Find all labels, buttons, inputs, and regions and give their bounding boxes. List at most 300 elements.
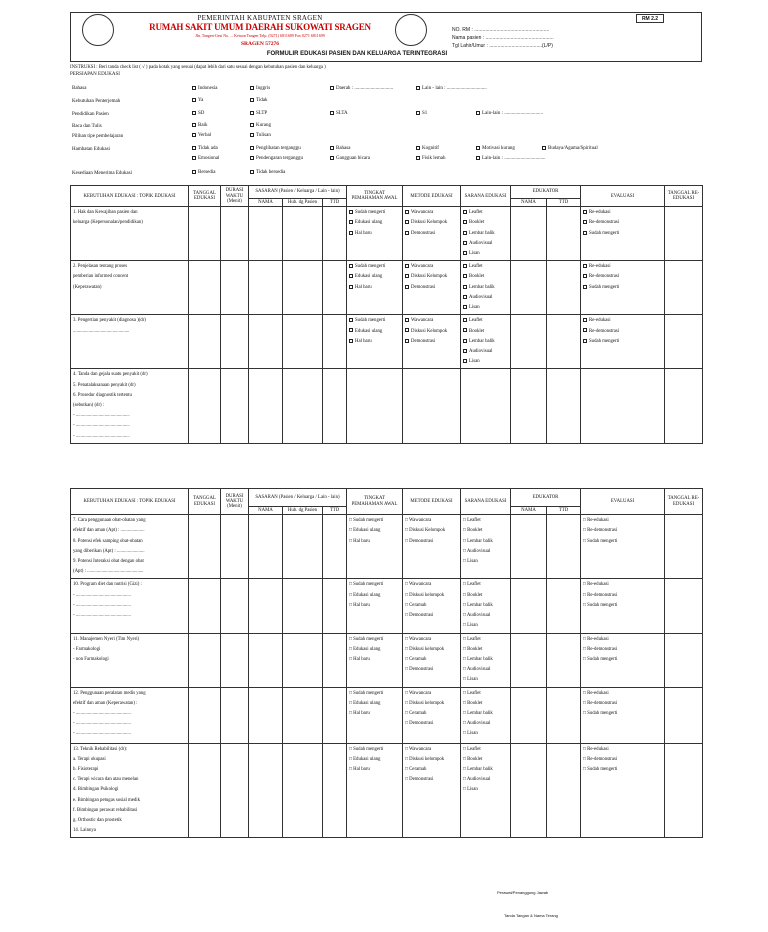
checkbox-icon (463, 359, 467, 363)
col-metode: METODE EDUKASI (403, 186, 461, 207)
sarana-option[interactable]: □ Lembar balik (463, 766, 493, 772)
evaluasi-option[interactable]: □ Re-demonstrasi (583, 756, 618, 762)
re-edukasi-cell[interactable] (665, 369, 703, 443)
topic-line: - .............................................. (73, 613, 131, 619)
tanggal-cell[interactable] (189, 579, 221, 633)
opt-verbal[interactable]: Verbal (192, 133, 211, 139)
evaluasi-option[interactable]: □ Re-demonstrasi (583, 646, 618, 652)
opt-ya[interactable]: Ya (192, 98, 203, 104)
tingkat-option[interactable]: □ Sudah mengerti (349, 746, 384, 752)
sasaran-hub-cell[interactable] (283, 687, 323, 743)
sasaran-hub-cell[interactable] (283, 579, 323, 633)
sarana-option[interactable]: □ Lisan (463, 623, 478, 629)
sarana-option[interactable]: □ Booklet (463, 646, 483, 652)
sarana-option[interactable]: □ Booklet (463, 756, 483, 762)
col-edukator-nama: NAMA (511, 507, 547, 515)
sarana-cell (461, 207, 511, 261)
evaluasi-option[interactable]: □ Re-edukasi (583, 518, 609, 524)
topic-line: yang diberikan (Apt) : ....................... (73, 548, 145, 554)
metode-option[interactable]: □ Demonstrasi (405, 721, 434, 727)
sarana-option[interactable]: □ Lembar balik (463, 602, 493, 608)
sarana-option[interactable]: □ Audiovisual (463, 777, 491, 783)
evaluasi-option[interactable]: Re-demonstrasi (583, 218, 662, 228)
metode-option[interactable]: □ Ceramah (405, 602, 427, 608)
checkbox-icon: □ (405, 592, 410, 598)
checkbox-icon: □ (463, 690, 468, 696)
rm-number-field[interactable]: NO. RM : ...................................................... (452, 27, 550, 33)
tanggal-cell[interactable] (189, 261, 221, 315)
metode-cell[interactable] (403, 369, 461, 443)
tingkat-option[interactable]: Sudah mengerti (349, 208, 400, 218)
opt-gangguan-bicara[interactable]: Gangguan bicara (330, 156, 370, 162)
checkbox-icon: □ (405, 777, 410, 783)
checkbox-icon (463, 318, 467, 322)
evaluasi-option[interactable]: □ Sudah mengerti (583, 656, 618, 662)
checkbox-icon: □ (463, 538, 468, 544)
evaluasi-option[interactable]: Sudah mengerti (583, 229, 662, 239)
topic-line: e. Bimbingan petugas sosial medik (73, 797, 141, 803)
durasi-cell[interactable] (221, 315, 249, 369)
checkbox-icon: □ (405, 613, 410, 619)
opt-sd[interactable]: SD (192, 111, 204, 117)
checkbox-icon (463, 220, 467, 224)
metode-cell (403, 207, 461, 261)
opt-motivasi[interactable]: Motivasi kurang (476, 146, 515, 152)
metode-option[interactable]: □ Demonstrasi (405, 613, 434, 619)
edukator-ttd-cell[interactable] (547, 261, 581, 315)
re-edukasi-cell[interactable] (665, 687, 703, 743)
re-edukasi-cell[interactable] (665, 261, 703, 315)
metode-cell (403, 687, 461, 743)
checkbox-icon: □ (583, 690, 588, 696)
edukator-nama-cell[interactable] (511, 261, 547, 315)
sarana-option[interactable]: Lisan (463, 303, 508, 313)
durasi-cell[interactable] (221, 633, 249, 687)
metode-option[interactable]: Demonstrasi (405, 283, 458, 293)
evaluasi-option[interactable]: Sudah mengerti (583, 283, 662, 293)
table-row (71, 579, 703, 633)
topic-line: (sebutkan) (dr) : (73, 402, 105, 408)
sarana-option[interactable]: □ Audiovisual (463, 721, 491, 727)
metode-option[interactable]: □ Diskusi kelompok (405, 700, 445, 706)
tingkat-option[interactable]: □ Sudah mengerti (349, 690, 384, 696)
metode-option[interactable]: □ Demonstrasi (405, 667, 434, 673)
metode-option[interactable]: □ Demonstrasi (405, 538, 434, 544)
tanggal-cell[interactable] (189, 207, 221, 261)
col-tanggal: TANGGAL EDUKASI (189, 186, 221, 207)
sarana-option[interactable]: □ Lisan (463, 787, 478, 793)
checkbox-icon: □ (405, 667, 410, 673)
checkbox-icon (416, 86, 420, 90)
edukator-ttd-cell[interactable] (547, 687, 581, 743)
opt-bersedia[interactable]: Bersedia (192, 170, 216, 176)
table-row (71, 207, 703, 261)
sasaran-hub-cell[interactable] (283, 315, 323, 369)
sarana-option[interactable]: □ Booklet (463, 592, 483, 598)
topic-line: - .............................................. (73, 710, 131, 716)
evaluasi-option[interactable]: Re-demonstrasi (583, 327, 662, 337)
opt-fisik-lemah[interactable]: Fisik lemah (416, 156, 445, 162)
checkbox-icon: □ (405, 710, 410, 716)
sasaran-nama-cell[interactable] (249, 687, 283, 743)
opt-kurang[interactable]: Kurang (250, 123, 271, 129)
sarana-option[interactable]: □ Lembar balik (463, 710, 493, 716)
sarana-option[interactable]: □ Audiovisual (463, 667, 491, 673)
sarana-option[interactable]: Leaflet (463, 208, 508, 218)
metode-option[interactable]: Diskusi Kelompok (405, 327, 458, 337)
checkbox-icon (330, 86, 334, 90)
sarana-option[interactable]: □ Audiovisual (463, 548, 491, 554)
tingkat-option[interactable]: □ Hal baru (349, 538, 370, 544)
opt-emosional[interactable]: Emosional (192, 156, 219, 162)
checkbox-icon (463, 349, 467, 353)
evaluasi-option[interactable]: □ Re-edukasi (583, 690, 609, 696)
opt-s1[interactable]: S1 (416, 111, 427, 117)
officer-label: Perawat/Penanggung Jawab (497, 890, 549, 895)
sasaran-ttd-cell[interactable] (323, 579, 347, 633)
evaluasi-option[interactable]: Re-edukasi (583, 262, 662, 272)
edukator-ttd-cell[interactable] (547, 207, 581, 261)
sarana-option[interactable]: □ Lisan (463, 559, 478, 565)
evaluasi-option[interactable]: Sudah mengerti (583, 337, 662, 347)
sarana-option[interactable]: Booklet (463, 218, 508, 228)
tingkat-option[interactable]: Sudah mengerti (349, 316, 400, 326)
metode-option[interactable]: Wawancara (405, 316, 458, 326)
evaluasi-option[interactable]: □ Re-demonstrasi (583, 592, 618, 598)
checkbox-icon: □ (583, 656, 588, 662)
opt-daerah[interactable]: Daerah : ............................... (330, 86, 393, 92)
tingkat-option[interactable]: □ Hal baru (349, 656, 370, 662)
tingkat-option[interactable]: Hal baru (349, 229, 400, 239)
opt-inggris[interactable]: Inggris (250, 86, 270, 92)
checkbox-icon: □ (583, 582, 588, 588)
re-edukasi-cell[interactable] (665, 315, 703, 369)
evaluasi-option[interactable]: □ Re-demonstrasi (583, 700, 618, 706)
tingkat-option[interactable]: □ Hal baru (349, 602, 370, 608)
opt-tidak[interactable]: Tidak (250, 98, 268, 104)
sarana-option[interactable]: Audiovisual (463, 293, 508, 303)
sasaran-ttd-cell[interactable] (323, 633, 347, 687)
tingkat-option[interactable]: □ Hal baru (349, 766, 370, 772)
checkbox-icon (349, 231, 353, 235)
edukator-nama-cell[interactable] (511, 207, 547, 261)
metode-option[interactable]: Diskusi Kelompok (405, 218, 458, 228)
opt-sltp[interactable]: SLTP (250, 111, 267, 117)
evaluasi-option[interactable]: □ Sudah mengerti (583, 710, 618, 716)
metode-option[interactable]: □ Wawancara (405, 746, 432, 752)
tingkat-cell (347, 261, 403, 315)
sarana-option[interactable]: Booklet (463, 327, 508, 337)
checkbox-icon (405, 210, 409, 214)
sasaran-nama-cell[interactable] (249, 207, 283, 261)
opt-pendidikan-lain[interactable]: Lain-lain : ............................... (476, 111, 543, 117)
checkbox-icon: □ (405, 721, 410, 727)
re-edukasi-cell[interactable] (665, 579, 703, 633)
table-row (71, 315, 703, 369)
sasaran-ttd-cell[interactable] (323, 515, 347, 579)
metode-option[interactable]: Diskusi Kelompok (405, 272, 458, 282)
tingkat-option[interactable]: □ Edukasi ulang (349, 756, 381, 762)
checkbox-icon (405, 318, 409, 322)
edukator-nama-cell[interactable] (511, 633, 547, 687)
metode-option[interactable]: □ Wawancara (405, 518, 432, 524)
sarana-option[interactable]: Audiovisual (463, 239, 508, 249)
label-baca-tulis: Baca dan Tulis (72, 124, 102, 129)
edukator-nama-cell[interactable] (511, 369, 547, 443)
tanggal-cell[interactable] (189, 515, 221, 579)
tingkat-option[interactable]: □ Sudah mengerti (349, 582, 384, 588)
checkbox-icon (349, 318, 353, 322)
tanggal-cell[interactable] (189, 369, 221, 443)
metode-cell (403, 633, 461, 687)
checkbox-icon: □ (583, 746, 588, 752)
edukator-ttd-cell[interactable] (547, 743, 581, 838)
durasi-cell[interactable] (221, 261, 249, 315)
evaluasi-option[interactable]: Re-edukasi (583, 208, 662, 218)
sarana-option[interactable]: Leaflet (463, 262, 508, 272)
tingkat-option[interactable]: □ Edukasi ulang (349, 528, 381, 534)
re-edukasi-cell[interactable] (665, 743, 703, 838)
evaluasi-option[interactable]: Re-edukasi (583, 316, 662, 326)
sarana-option[interactable]: □ Audiovisual (463, 613, 491, 619)
tingkat-option[interactable]: □ Hal baru (349, 710, 370, 716)
sarana-option[interactable]: □ Booklet (463, 700, 483, 706)
tingkat-option[interactable]: Sudah mengerti (349, 262, 400, 272)
edukator-ttd-cell[interactable] (547, 315, 581, 369)
edukator-nama-cell[interactable] (511, 743, 547, 838)
metode-option[interactable]: Demonstrasi (405, 337, 458, 347)
evaluasi-option[interactable]: □ Sudah mengerti (583, 766, 618, 772)
opt-hambatan-bahasa[interactable]: Bahasa (330, 146, 350, 152)
checkbox-icon (405, 274, 409, 278)
tingkat-option[interactable]: □ Edukasi ulang (349, 592, 381, 598)
sarana-option[interactable]: Lisan (463, 249, 508, 259)
checkbox-icon (192, 133, 196, 137)
sasaran-ttd-cell[interactable] (323, 743, 347, 838)
durasi-cell[interactable] (221, 369, 249, 443)
sarana-option[interactable]: □ Booklet (463, 528, 483, 534)
tingkat-option[interactable]: □ Edukasi ulang (349, 646, 381, 652)
sasaran-nama-cell[interactable] (249, 369, 283, 443)
opt-penglihatan[interactable]: Penglihatan terganggu (250, 146, 301, 152)
metode-option[interactable]: □ Ceramah (405, 766, 427, 772)
evaluasi-option[interactable]: Re-demonstrasi (583, 272, 662, 282)
tingkat-option[interactable]: Hal baru (349, 283, 400, 293)
metode-option[interactable]: □ Wawancara (405, 690, 432, 696)
sarana-option[interactable]: Audiovisual (463, 347, 508, 357)
opt-tidak-bersedia[interactable]: Tidak bersedia (250, 170, 285, 176)
checkbox-icon: □ (463, 528, 468, 534)
durasi-cell[interactable] (221, 743, 249, 838)
metode-option[interactable]: Wawancara (405, 262, 458, 272)
sasaran-nama-cell[interactable] (249, 261, 283, 315)
checkbox-icon (330, 156, 334, 160)
topic-line: f. Bimbingan perawat rehabilitasi (73, 807, 138, 813)
checkbox-icon (463, 328, 467, 332)
checkbox-icon: □ (463, 518, 468, 524)
tingkat-option[interactable]: Hal baru (349, 337, 400, 347)
hospital-logo (395, 14, 427, 46)
evaluasi-cell (581, 207, 665, 261)
topic-line: 7. Cara penggunaan obat-obatan yang (73, 518, 146, 524)
sasaran-hub-cell[interactable] (283, 369, 323, 443)
metode-option[interactable]: □ Diskusi kelompok (405, 646, 445, 652)
opt-baik[interactable]: Baik (192, 123, 207, 129)
tanggal-cell[interactable] (189, 687, 221, 743)
sarana-option[interactable]: Booklet (463, 272, 508, 282)
checkbox-icon (405, 264, 409, 268)
checkbox-icon (583, 318, 587, 322)
edukator-ttd-cell[interactable] (547, 369, 581, 443)
topic-line: - ............................................. (73, 423, 130, 429)
sarana-option[interactable]: □ Lisan (463, 677, 478, 683)
checkbox-icon: □ (463, 636, 468, 642)
checkbox-icon (542, 146, 546, 150)
checkbox-icon (349, 274, 353, 278)
edukator-ttd-cell[interactable] (547, 633, 581, 687)
metode-option[interactable]: □ Diskusi kelompok (405, 592, 445, 598)
edukator-nama-cell[interactable] (511, 315, 547, 369)
education-table-page1 (70, 185, 703, 444)
edukator-ttd-cell[interactable] (547, 515, 581, 579)
evaluasi-option[interactable]: □ Sudah mengerti (583, 602, 618, 608)
sarana-option[interactable]: □ Leaflet (463, 690, 481, 696)
metode-option[interactable]: □ Demonstrasi (405, 777, 434, 783)
durasi-cell[interactable] (221, 207, 249, 261)
sasaran-nama-cell[interactable] (249, 515, 283, 579)
sarana-option[interactable]: □ Leaflet (463, 518, 481, 524)
sasaran-hub-cell[interactable] (283, 207, 323, 261)
sarana-option[interactable]: □ Leaflet (463, 636, 481, 642)
edukator-nama-cell[interactable] (511, 687, 547, 743)
col-kebutuhan: KEBUTUHAN EDUKASI : TOPIK EDUKASI (71, 186, 189, 207)
tingkat-option[interactable]: □ Sudah mengerti (349, 636, 384, 642)
durasi-cell[interactable] (221, 579, 249, 633)
checkbox-icon (463, 285, 467, 289)
sarana-option[interactable]: Lisan (463, 357, 508, 367)
table-row (71, 261, 703, 315)
col-sasaran-hub: Hub. dg Pasien (283, 199, 323, 207)
sarana-option[interactable]: Leaflet (463, 316, 508, 326)
tingkat-option[interactable]: □ Edukasi ulang (349, 700, 381, 706)
checkbox-icon (463, 295, 467, 299)
metode-option[interactable]: □ Diskusi kelompok (405, 756, 445, 762)
metode-option[interactable]: Wawancara (405, 208, 458, 218)
evaluasi-option[interactable]: □ Re-edukasi (583, 636, 609, 642)
topic-line: 3. Pengertian penyakit (diagnosa )(dr) (73, 318, 146, 324)
sarana-option[interactable]: Lembar balik (463, 283, 508, 293)
metode-option[interactable]: □ Wawancara (405, 582, 432, 588)
checkbox-icon (463, 339, 467, 343)
sarana-option[interactable]: □ Lembar balik (463, 538, 493, 544)
sasaran-ttd-cell[interactable] (323, 315, 347, 369)
sasaran-hub-cell[interactable] (283, 743, 323, 838)
topic-line: pemberian informed concent (73, 274, 129, 280)
checkbox-icon: □ (349, 710, 354, 716)
sarana-cell[interactable] (461, 369, 511, 443)
opt-pendengaran[interactable]: Pendengaran terganggu (250, 156, 303, 162)
metode-option[interactable]: □ Wawancara (405, 636, 432, 642)
sasaran-ttd-cell[interactable] (323, 687, 347, 743)
sasaran-ttd-cell[interactable] (323, 261, 347, 315)
col-sasaran: SASARAN (Pasien / Keluarga / Lain - lain) (249, 489, 347, 507)
opt-tulisan[interactable]: Tulisan (250, 133, 271, 139)
edukator-nama-cell[interactable] (511, 579, 547, 633)
sarana-option[interactable]: □ Lembar balik (463, 656, 493, 662)
metode-option[interactable]: □ Ceramah (405, 710, 427, 716)
opt-slta[interactable]: SLTA (330, 111, 348, 117)
evaluasi-option[interactable]: □ Re-edukasi (583, 746, 609, 752)
durasi-cell[interactable] (221, 687, 249, 743)
re-edukasi-cell[interactable] (665, 633, 703, 687)
tingkat-option[interactable]: □ Sudah mengerti (349, 518, 384, 524)
tanggal-cell[interactable] (189, 633, 221, 687)
opt-kognitif[interactable]: Kognitif (416, 146, 439, 152)
re-edukasi-cell[interactable] (665, 515, 703, 579)
col-sasaran-nama: NAMA (249, 199, 283, 207)
opt-bahasa-lain[interactable]: Lain - lain : ................................ (416, 86, 487, 92)
sasaran-nama-cell[interactable] (249, 315, 283, 369)
tanggal-cell[interactable] (189, 315, 221, 369)
checkbox-icon (476, 146, 480, 150)
checkbox-icon: □ (405, 646, 410, 652)
edukator-ttd-cell[interactable] (547, 579, 581, 633)
checkbox-icon (349, 285, 353, 289)
metode-option[interactable]: Demonstrasi (405, 229, 458, 239)
tingkat-cell[interactable] (347, 369, 403, 443)
sasaran-hub-cell[interactable] (283, 633, 323, 687)
tingkat-option[interactable]: Edukasi ulang (349, 327, 400, 337)
tingkat-option[interactable]: Edukasi ulang (349, 272, 400, 282)
opt-tidak-ada[interactable]: Tidak ada (192, 146, 218, 152)
tingkat-cell (347, 315, 403, 369)
tingkat-cell (347, 633, 403, 687)
checkbox-icon: □ (583, 538, 588, 544)
topic-line: c. Terapi wicara dan atau menelan (73, 777, 139, 783)
birthdate-field[interactable]: Tgl Lahir/Umur : ......................................(L/P) (452, 42, 553, 49)
sasaran-ttd-cell[interactable] (323, 207, 347, 261)
evaluasi-option[interactable]: □ Re-demonstrasi (583, 528, 618, 534)
sasaran-nama-cell[interactable] (249, 633, 283, 687)
metode-option[interactable]: □ Diskusi Kelompok (405, 528, 446, 534)
sasaran-nama-cell[interactable] (249, 743, 283, 838)
checkbox-icon: □ (463, 700, 468, 706)
sarana-option[interactable]: Lembar balik (463, 229, 508, 239)
sarana-option[interactable]: Lembar balik (463, 337, 508, 347)
sasaran-hub-cell[interactable] (283, 515, 323, 579)
opt-budaya[interactable]: Budaya/Agama/Spiritual (542, 146, 598, 152)
metode-option[interactable]: □ Ceramah (405, 656, 427, 662)
re-edukasi-cell[interactable] (665, 207, 703, 261)
sasaran-hub-cell[interactable] (283, 261, 323, 315)
evaluasi-option[interactable]: □ Re-edukasi (583, 582, 609, 588)
patient-name-field[interactable]: Nama pasien : ................................................. (452, 34, 554, 41)
opt-hambatan-lain[interactable]: Lain-lain : ................................. (476, 156, 545, 162)
sarana-option[interactable]: □ Leaflet (463, 746, 481, 752)
sarana-option[interactable]: □ Leaflet (463, 582, 481, 588)
sasaran-ttd-cell[interactable] (323, 369, 347, 443)
edukator-nama-cell[interactable] (511, 515, 547, 579)
tingkat-option[interactable]: Edukasi ulang (349, 218, 400, 228)
opt-indonesia[interactable]: Indonesia (192, 86, 217, 92)
instruction-text: INSTRUKSI : Beri tanda check list ( √ ) pada kotak yang sesuai (dapat lebih dari satu sesuai dengan kebutuhan pasien dan keluarga ) (70, 65, 326, 70)
durasi-cell[interactable] (221, 515, 249, 579)
sasaran-nama-cell[interactable] (249, 579, 283, 633)
evaluasi-option[interactable]: □ Sudah mengerti (583, 538, 618, 544)
tanggal-cell[interactable] (189, 743, 221, 838)
sarana-option[interactable]: □ Lisan (463, 731, 478, 737)
topic-cell (71, 687, 189, 743)
